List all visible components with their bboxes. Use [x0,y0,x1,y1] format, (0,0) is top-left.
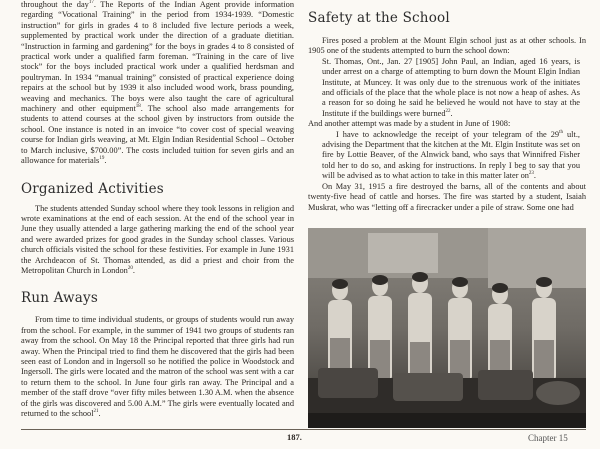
historical-photo [308,228,586,428]
paragraph-organized: The students attended Sunday school where they took lessons in religion and wrote examinations at the end of each session. At the end of the school year in June they usually attended a large gathering marking the end of the school year and were awarded prizes for good grades in the Sunday school classes. Various church officials visited the school for these festivities. For example in June 1931 the Archdeacon of St. Thomas attended, as did a priest and choir from the Metropolitan Church in London$^{20}$. [21,203,294,275]
chapter-label: Chapter 15 [528,433,568,443]
left-column [21,0,294,419]
heading-safety: Safety at the School [308,10,450,26]
paragraph-another-attempt: And another attempt was made by a student in June of 1908: [308,119,511,129]
heading-run-aways: Run Aways [21,290,98,307]
photo-illustration [308,228,586,428]
quote-john-paul: St. Thomas, Ont., Jan. 27 [1905] John Paul, an Indian, aged 16 years, is under arrest on a charge of attempting to burn down the Mount Elgin Indian Institute, at Muncey. It was only due to the strenuous work of the initiates and officials of the place that the whole place is not now a heap of ashes. As a reason for so doing he said he believed he would not have to stay at the Institute if the buildings were burned$^{22}$. [322,56,580,118]
paragraph-fires: Fires posed a problem at the Mount Elgin school just as at other schools. In 1905 one of the students attempted to burn the school down: [308,36,586,56]
paragraph-1915-fire: On May 31, 1915 a fire destroyed the barns, all of the contents and about twenty-five head of cattle and horses. The fire was started by a student, Isaiah Muskrat, who was “letting off a firecracker under a pile of straw. Some one had [308,181,586,212]
heading-organized-activities: Organized Activities [21,180,164,197]
quote-telegram: I have to acknowledge the receipt of your telegram of the 29th ult., advising the Department that the kitchen at the Mt. Elgin Institute was set on fire by Lottie Beaver, of the Alnwick band, who says that Winnifred Fisher told her to do so, and asking for instructions. In reply I beg to say that you will be advised as to what action to take in this matter later $on^{23}$. [322,129,580,181]
footer-rule [21,429,586,430]
page-number: 187. [287,432,302,442]
right-column [308,0,586,213]
paragraph-vocational: throughout the day$^{17}$. The Reports of the Indian Agent provide information regarding “Vocational Training” in the period from 1934-1939. “Domestic instruction” for girls in grades 4 to 8 included five lecture periods a week, supplemented by practical work under the direction of a graduate dietitian. “Instruction in farming and gardening” for the boys in grades 4 to 8 consisted of practical work under a qualified farm foreman. “Training in the care of live stock” for the boys included practical work under a qualified herdsman and poultryman. In 1934 “manual training” consisted of practical experience doing repairs at the school but by 1939 it also included wood work, brass pounding, weaving and mechanics. The boys were also taught the care of agricultural machinery and other equipment$^{18}$. The school also made arrangements for students to attend courses at the school given by instructors from outside the school. One instance is noted in an invoice “to cover cost of special weaving course for Indian girls weaving, at Mt. Elgin Indian Residential School – October to March inclusive, $700.00”. The costs included tuition for seven girls and an allowance for materials$^{19}$. [21,0,294,166]
paragraph-run-aways: From time to time individual students, or groups of students would run away from the school. For example, in the summer of 1941 two groups of students ran away from the school. On May 18 the Principal reported that three girls had run away. When the Principal tried to find them he discovered that the girls had been seen east of London and in Ingersoll so he notified the police in Woodstock and Ingersoll. The girls were located and the matron of the school was sent with a car to return them to the school. In June four girls ran away. The Principal and a member of the staff drove “over fifty miles between 1.30 A.M. when the absence of the girls was discovered and 5.00 A.M.” The girls were eventually located and returned to the school$^{21}$. [21,315,294,418]
